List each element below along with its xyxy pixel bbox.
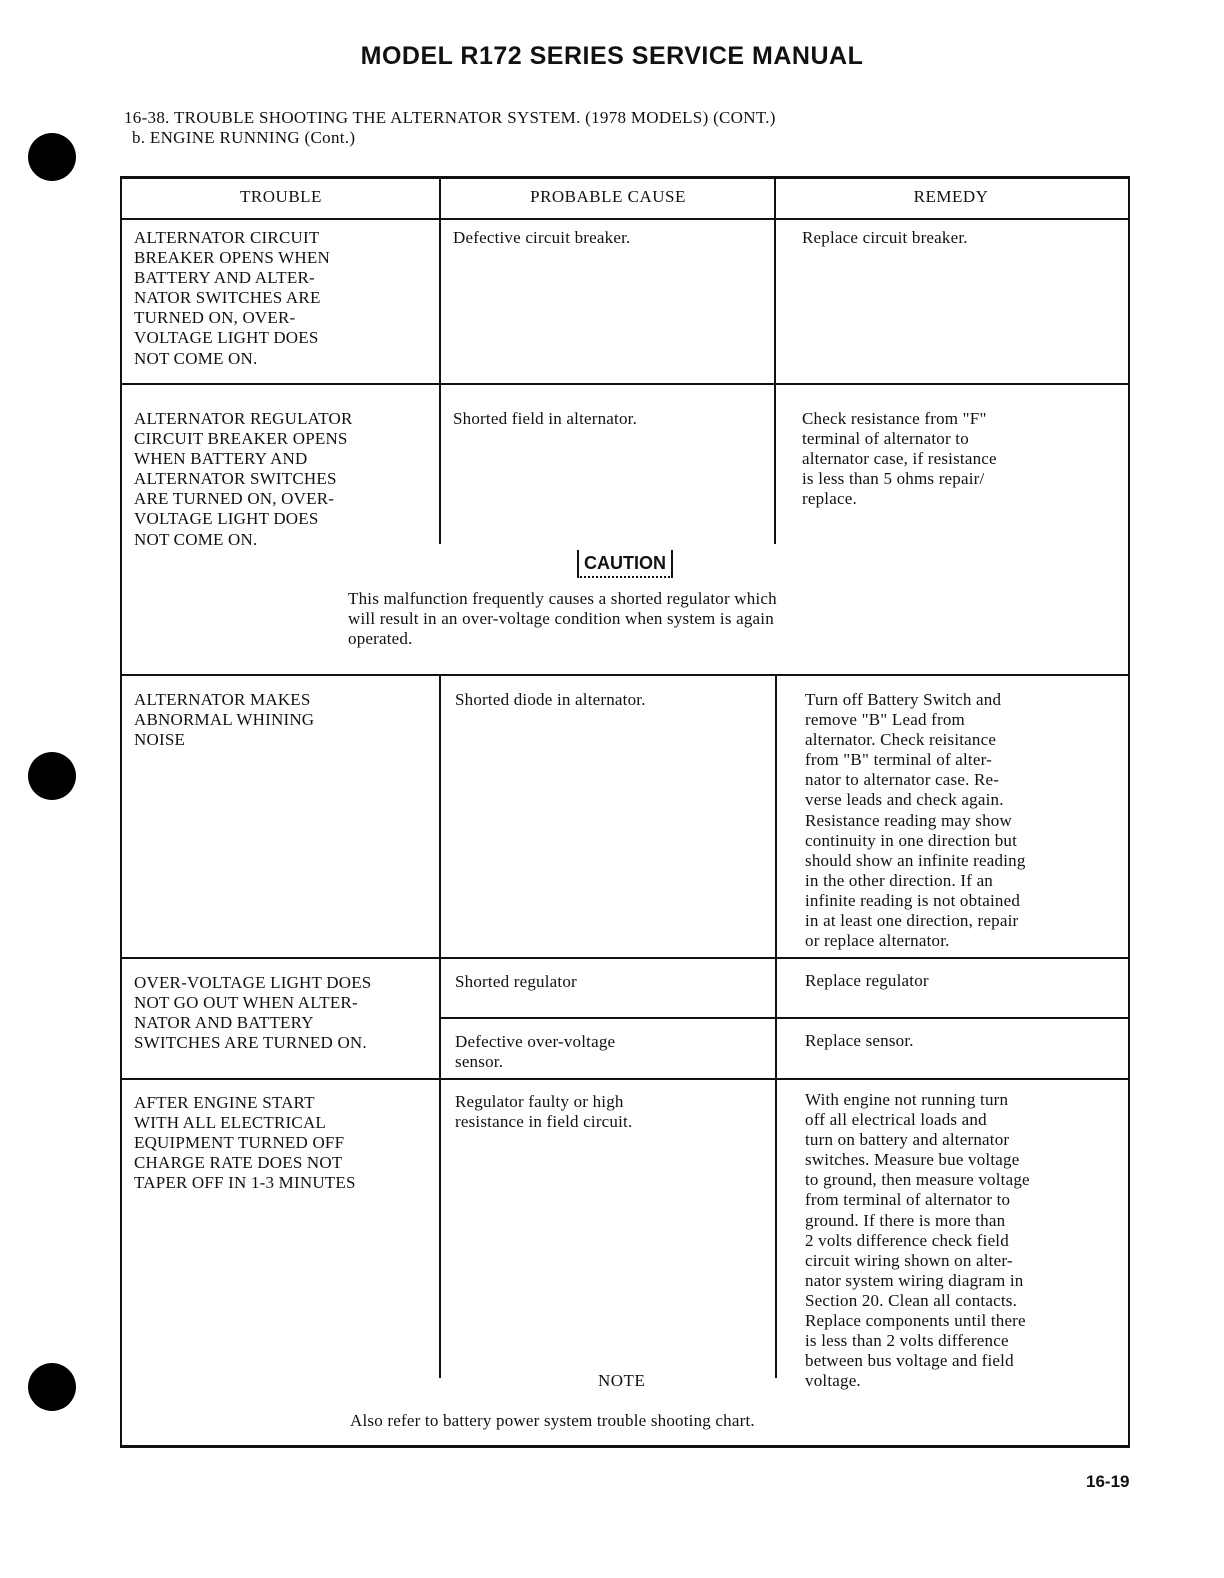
row4-remedy-1: Replace regulator <box>805 971 929 990</box>
row5-trouble: AFTER ENGINE START WITH ALL ELECTRICAL EQUIPMENT TURNED OFF CHARGE RATE DOES NOT TAPER OFF IN 1-3 MINUTES <box>134 1093 356 1193</box>
column-divider <box>439 674 441 1378</box>
caution-label: CAUTION <box>577 550 673 578</box>
column-header-trouble: TROUBLE <box>240 187 322 206</box>
row3-cause: Shorted diode in alternator. <box>455 690 646 709</box>
row-divider <box>120 674 1128 676</box>
column-header-cause: PROBABLE CAUSE <box>530 187 686 206</box>
row3-trouble: ALTERNATOR MAKES ABNORMAL WHINING NOISE <box>134 690 315 750</box>
row4-trouble: OVER-VOLTAGE LIGHT DOES NOT GO OUT WHEN ALTER- NATOR AND BATTERY SWITCHES ARE TURNED ON. <box>134 973 372 1053</box>
row5-cause: Regulator faulty or high resistance in field circuit. <box>455 1092 633 1132</box>
note-label: NOTE <box>598 1371 646 1390</box>
section-subheading: b. ENGINE RUNNING (Cont.) <box>132 128 356 147</box>
binder-hole-top <box>28 133 76 181</box>
caution-text: This malfunction frequently causes a shorted regulator which will result in an over-voltage condition when system is again operated. <box>348 589 777 649</box>
row4-remedy-2: Replace sensor. <box>805 1031 914 1050</box>
row-divider <box>120 1078 1128 1080</box>
row-divider <box>440 1017 1128 1019</box>
note-text: Also refer to battery power system trouble shooting chart. <box>350 1411 755 1430</box>
row-divider <box>120 218 1128 220</box>
row5-remedy: With engine not running turn off all electrical loads and turn on battery and alternator switches. Measure bue voltage to ground, then measure voltage from terminal of alternator to ground. If there is more than 2 volts difference check field circuit wiring shown on alter- nator system wiring diagram in Section 20. Clean all contacts. Replace components until there is less than 2 volts difference between bus voltage and field voltage. <box>805 1090 1030 1391</box>
page-number: 16-19 <box>1086 1472 1130 1491</box>
column-divider <box>774 176 776 544</box>
row1-cause: Defective circuit breaker. <box>453 228 631 247</box>
row1-trouble: ALTERNATOR CIRCUIT BREAKER OPENS WHEN BATTERY AND ALTER- NATOR SWITCHES ARE TURNED ON, OVER- VOLTAGE LIGHT DOES NOT COME ON. <box>134 228 330 368</box>
row2-remedy: Check resistance from "F" terminal of alternator to alternator case, if resistance is less than 5 ohms repair/ replace. <box>802 409 997 509</box>
row-divider <box>120 383 1128 385</box>
row4-cause-1: Shorted regulator <box>455 972 577 991</box>
page-title: MODEL R172 SERIES SERVICE MANUAL <box>360 42 864 70</box>
row2-cause: Shorted field in alternator. <box>453 409 638 428</box>
column-divider <box>775 674 777 1378</box>
column-header-remedy: REMEDY <box>913 187 989 206</box>
binder-hole-middle <box>28 752 76 800</box>
row4-cause-2: Defective over-voltage sensor. <box>455 1032 616 1072</box>
row-divider <box>120 957 1128 959</box>
row1-remedy: Replace circuit breaker. <box>802 228 968 247</box>
row3-remedy: Turn off Battery Switch and remove "B" Lead from alternator. Check reisitance from "B" terminal of alter- nator to alternator case. Re- verse leads and check again. Resistance reading may show continuity in one direction but should show an infinite reading in the other direction. If an infinite reading is not obtained in at least one direction, repair or replace alternator. <box>805 690 1026 951</box>
row2-trouble: ALTERNATOR REGULATOR CIRCUIT BREAKER OPENS WHEN BATTERY AND ALTERNATOR SWITCHES ARE TURNED ON, OVER- VOLTAGE LIGHT DOES NOT COME ON. <box>134 409 353 549</box>
section-heading: 16-38. TROUBLE SHOOTING THE ALTERNATOR SYSTEM. (1978 MODELS) (CONT.) <box>124 108 776 127</box>
column-divider <box>439 176 441 544</box>
binder-hole-bottom <box>28 1363 76 1411</box>
